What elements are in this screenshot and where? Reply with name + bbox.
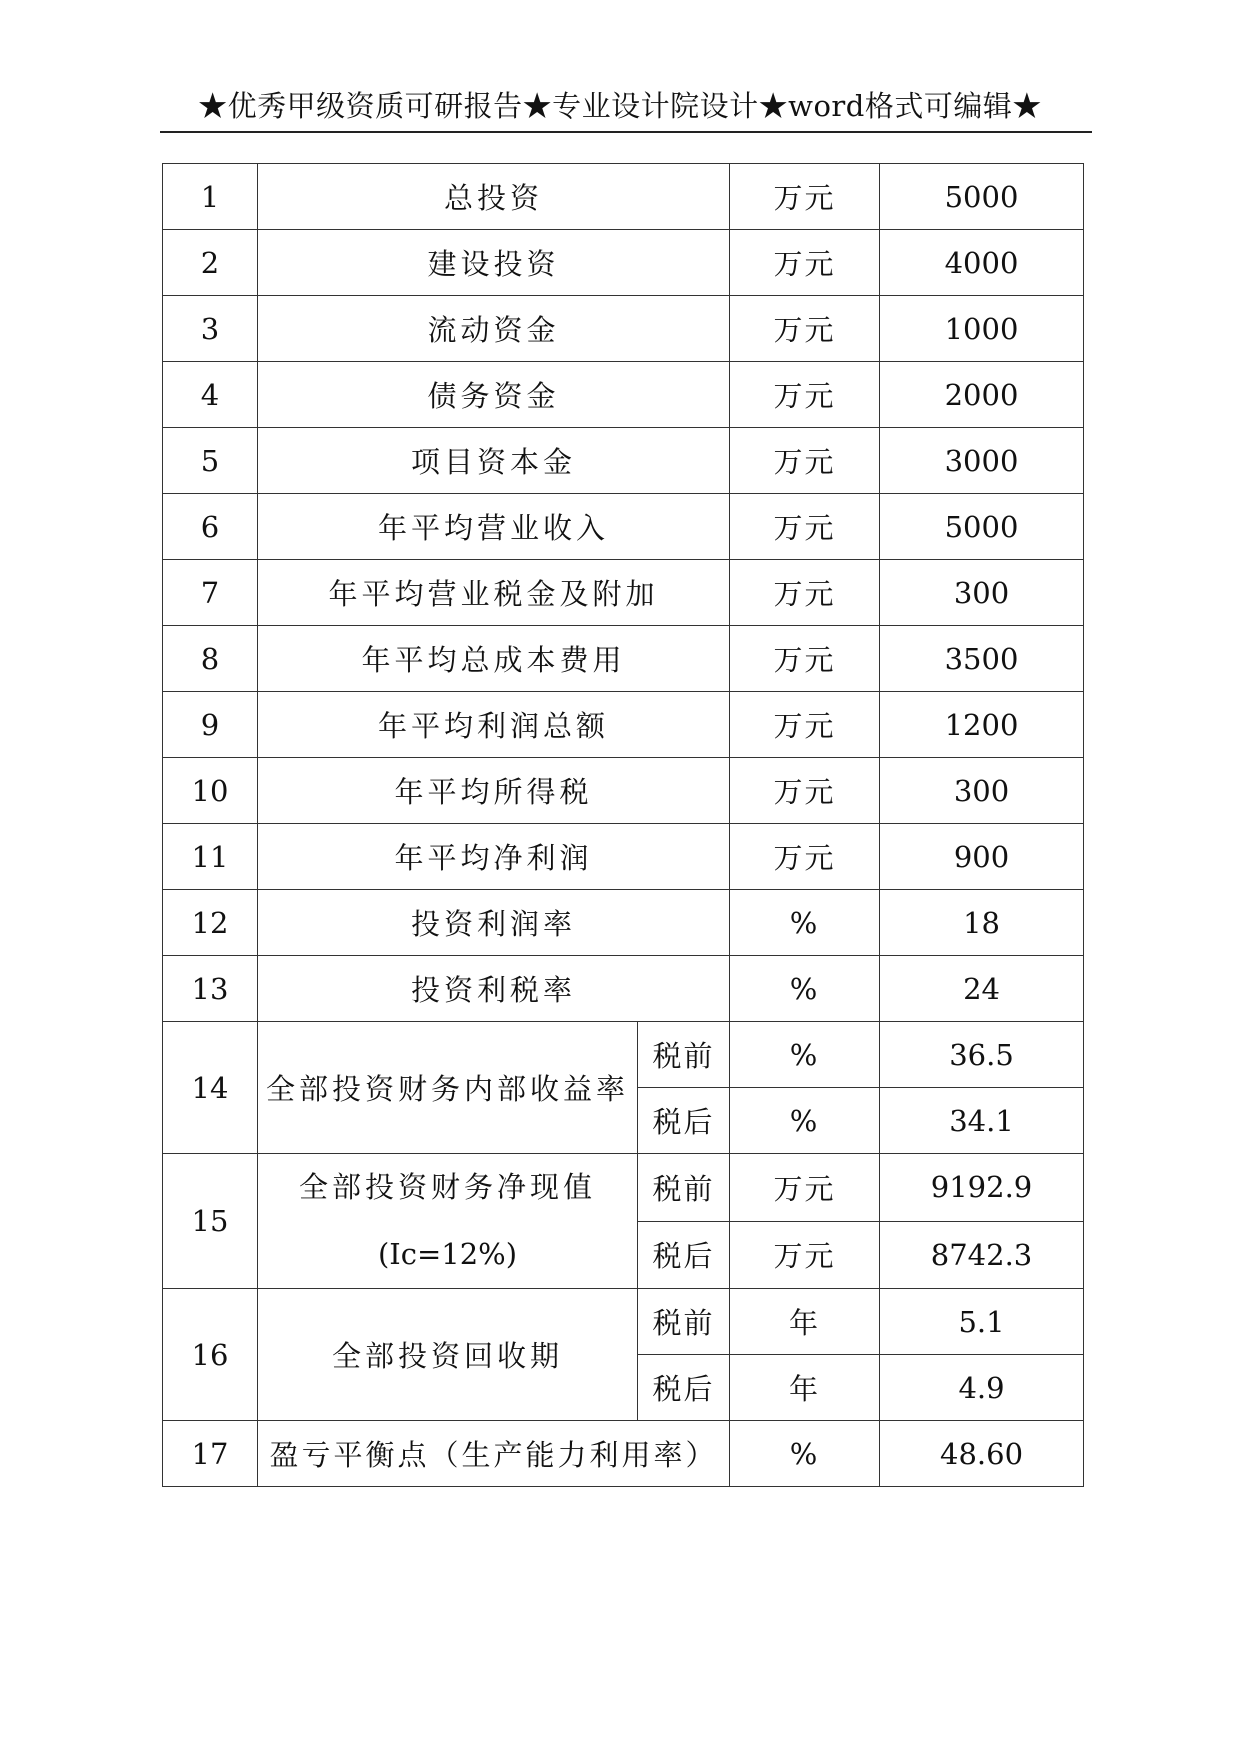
indicator-name: 全部投资回收期	[258, 1289, 638, 1421]
indicator-value: 4000	[880, 230, 1084, 296]
table-row	[163, 890, 1084, 956]
row-number: 9	[163, 692, 258, 758]
table-body	[163, 164, 1084, 1487]
indicator-value: 8742.3	[880, 1221, 1084, 1289]
indicator-unit: %	[730, 890, 880, 956]
table-row	[163, 428, 1084, 494]
indicator-name: 投资利润率	[258, 890, 730, 956]
indicator-unit: 年	[730, 1289, 880, 1355]
indicator-unit: 万元	[730, 692, 880, 758]
indicator-value: 3000	[880, 428, 1084, 494]
indicator-name: 年平均利润总额	[258, 692, 730, 758]
indicator-value: 36.5	[880, 1022, 1084, 1088]
indicator-unit: 万元	[730, 560, 880, 626]
table-row-npv-before-tax	[163, 1154, 1084, 1222]
indicator-unit: 万元	[730, 296, 880, 362]
row-number: 17	[163, 1421, 258, 1487]
indicator-value: 3500	[880, 626, 1084, 692]
table-row	[163, 230, 1084, 296]
indicator-name: 项目资本金	[258, 428, 730, 494]
page-header: ★优秀甲级资质可研报告★专业设计院设计★word格式可编辑★	[198, 89, 1042, 123]
indicator-name: 盈亏平衡点（生产能力利用率）	[258, 1421, 730, 1487]
tax-label-after: 税后	[638, 1221, 730, 1289]
indicator-unit: 年	[730, 1355, 880, 1421]
indicator-unit: 万元	[730, 164, 880, 230]
indicator-unit: 万元	[730, 824, 880, 890]
indicator-name-line2: (Ic=12%)	[377, 1237, 518, 1271]
indicator-unit: 万元	[730, 1221, 880, 1289]
indicator-unit: %	[730, 956, 880, 1022]
row-number: 1	[163, 164, 258, 230]
table-row	[163, 956, 1084, 1022]
row-number: 5	[163, 428, 258, 494]
indicator-unit: 万元	[730, 362, 880, 428]
row-number: 10	[163, 758, 258, 824]
indicator-name: 年平均所得税	[258, 758, 730, 824]
tax-label-after: 税后	[638, 1088, 730, 1154]
row-number: 3	[163, 296, 258, 362]
indicator-value: 2000	[880, 362, 1084, 428]
row-number: 2	[163, 230, 258, 296]
economic-indicators-table	[162, 163, 1084, 1487]
indicator-value: 24	[880, 956, 1084, 1022]
tax-label-before: 税前	[638, 1022, 730, 1088]
indicator-value: 900	[880, 824, 1084, 890]
indicator-name-line1: 全部投资财务净现值	[298, 1170, 596, 1204]
row-number: 14	[163, 1022, 258, 1154]
tax-label-before: 税前	[638, 1289, 730, 1355]
indicator-name: 建设投资	[258, 230, 730, 296]
table-row	[163, 626, 1084, 692]
indicator-value: 34.1	[880, 1088, 1084, 1154]
table-row	[163, 164, 1084, 230]
row-number: 6	[163, 494, 258, 560]
row-number: 16	[163, 1289, 258, 1421]
indicator-name: 年平均营业税金及附加	[258, 560, 730, 626]
indicator-name: 投资利税率	[258, 956, 730, 1022]
indicator-value: 48.60	[880, 1421, 1084, 1487]
indicator-unit: %	[730, 1421, 880, 1487]
indicator-name: 总投资	[258, 164, 730, 230]
indicator-name: 债务资金	[258, 362, 730, 428]
row-number: 7	[163, 560, 258, 626]
table-row	[163, 692, 1084, 758]
row-number: 8	[163, 626, 258, 692]
indicator-unit: 万元	[730, 1154, 880, 1222]
tax-label-after: 税后	[638, 1355, 730, 1421]
indicator-value: 5000	[880, 164, 1084, 230]
row-number: 12	[163, 890, 258, 956]
table-row-payback-before-tax	[163, 1289, 1084, 1355]
table-row	[163, 494, 1084, 560]
row-number: 4	[163, 362, 258, 428]
header-divider	[160, 131, 1092, 133]
indicator-unit: %	[730, 1022, 880, 1088]
indicator-unit: 万元	[730, 626, 880, 692]
indicator-value: 1000	[880, 296, 1084, 362]
indicator-value: 5.1	[880, 1289, 1084, 1355]
table-row	[163, 1421, 1084, 1487]
indicator-value: 1200	[880, 692, 1084, 758]
tax-label-before: 税前	[638, 1154, 730, 1222]
indicator-name: 年平均营业收入	[258, 494, 730, 560]
row-number: 15	[163, 1154, 258, 1289]
indicator-value: 4.9	[880, 1355, 1084, 1421]
indicator-value: 5000	[880, 494, 1084, 560]
table-row	[163, 824, 1084, 890]
table-row	[163, 758, 1084, 824]
indicator-value: 18	[880, 890, 1084, 956]
table-row	[163, 296, 1084, 362]
indicator-name: 年平均净利润	[258, 824, 730, 890]
row-number: 13	[163, 956, 258, 1022]
indicator-unit: 万元	[730, 230, 880, 296]
indicator-name	[258, 1154, 638, 1289]
indicator-unit: 万元	[730, 428, 880, 494]
indicator-value: 300	[880, 560, 1084, 626]
row-number: 11	[163, 824, 258, 890]
indicator-name: 流动资金	[258, 296, 730, 362]
indicator-unit: %	[730, 1088, 880, 1154]
table-row	[163, 560, 1084, 626]
indicator-name: 年平均总成本费用	[258, 626, 730, 692]
indicator-unit: 万元	[730, 494, 880, 560]
indicator-name: 全部投资财务内部收益率	[258, 1022, 638, 1154]
table-row-irr-before-tax	[163, 1022, 1084, 1088]
table-row	[163, 362, 1084, 428]
indicator-unit: 万元	[730, 758, 880, 824]
indicator-value: 9192.9	[880, 1154, 1084, 1222]
indicator-value: 300	[880, 758, 1084, 824]
